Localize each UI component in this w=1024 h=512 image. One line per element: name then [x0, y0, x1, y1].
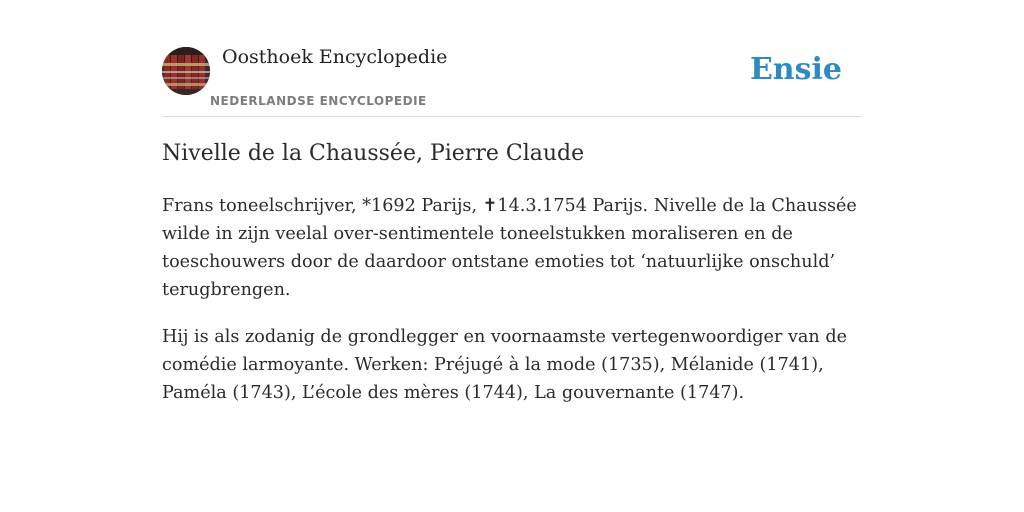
article-paragraph: Frans toneelschrijver, *1692 Parijs, ✝14.3.1754 Parijs. Nivelle de la Chaussée wilde in zijn veelal over-sentimentele toneelstukken moraliseren en de toeschouwers door de daardoor ontstane emoties tot ‘natuurlijke onschuld’ terugbrengen. — [162, 196, 857, 300]
ensie-logo-link[interactable]: Ensie — [749, 52, 842, 87]
article-body — [162, 192, 862, 426]
page-container — [162, 0, 862, 403]
article-title: Nivelle de la Chaussée, Pierre Claude — [162, 141, 585, 166]
source-header — [162, 0, 862, 117]
source-title[interactable]: Oosthoek Encyclopedie — [222, 46, 448, 68]
encyclopedia-books-icon[interactable] — [162, 47, 210, 95]
source-subtitle: NEDERLANDSE ENCYCLOPEDIE — [210, 94, 427, 108]
article-paragraph: Hij is als zodanig de grondlegger en voornaamste vertegenwoordiger van de comédie larmoyante. Werken: Préjugé à la mode (1735), Mélanide (1741), Paméla (1743), L’école des mères (1744), La gouvernante (1747). — [162, 327, 847, 403]
